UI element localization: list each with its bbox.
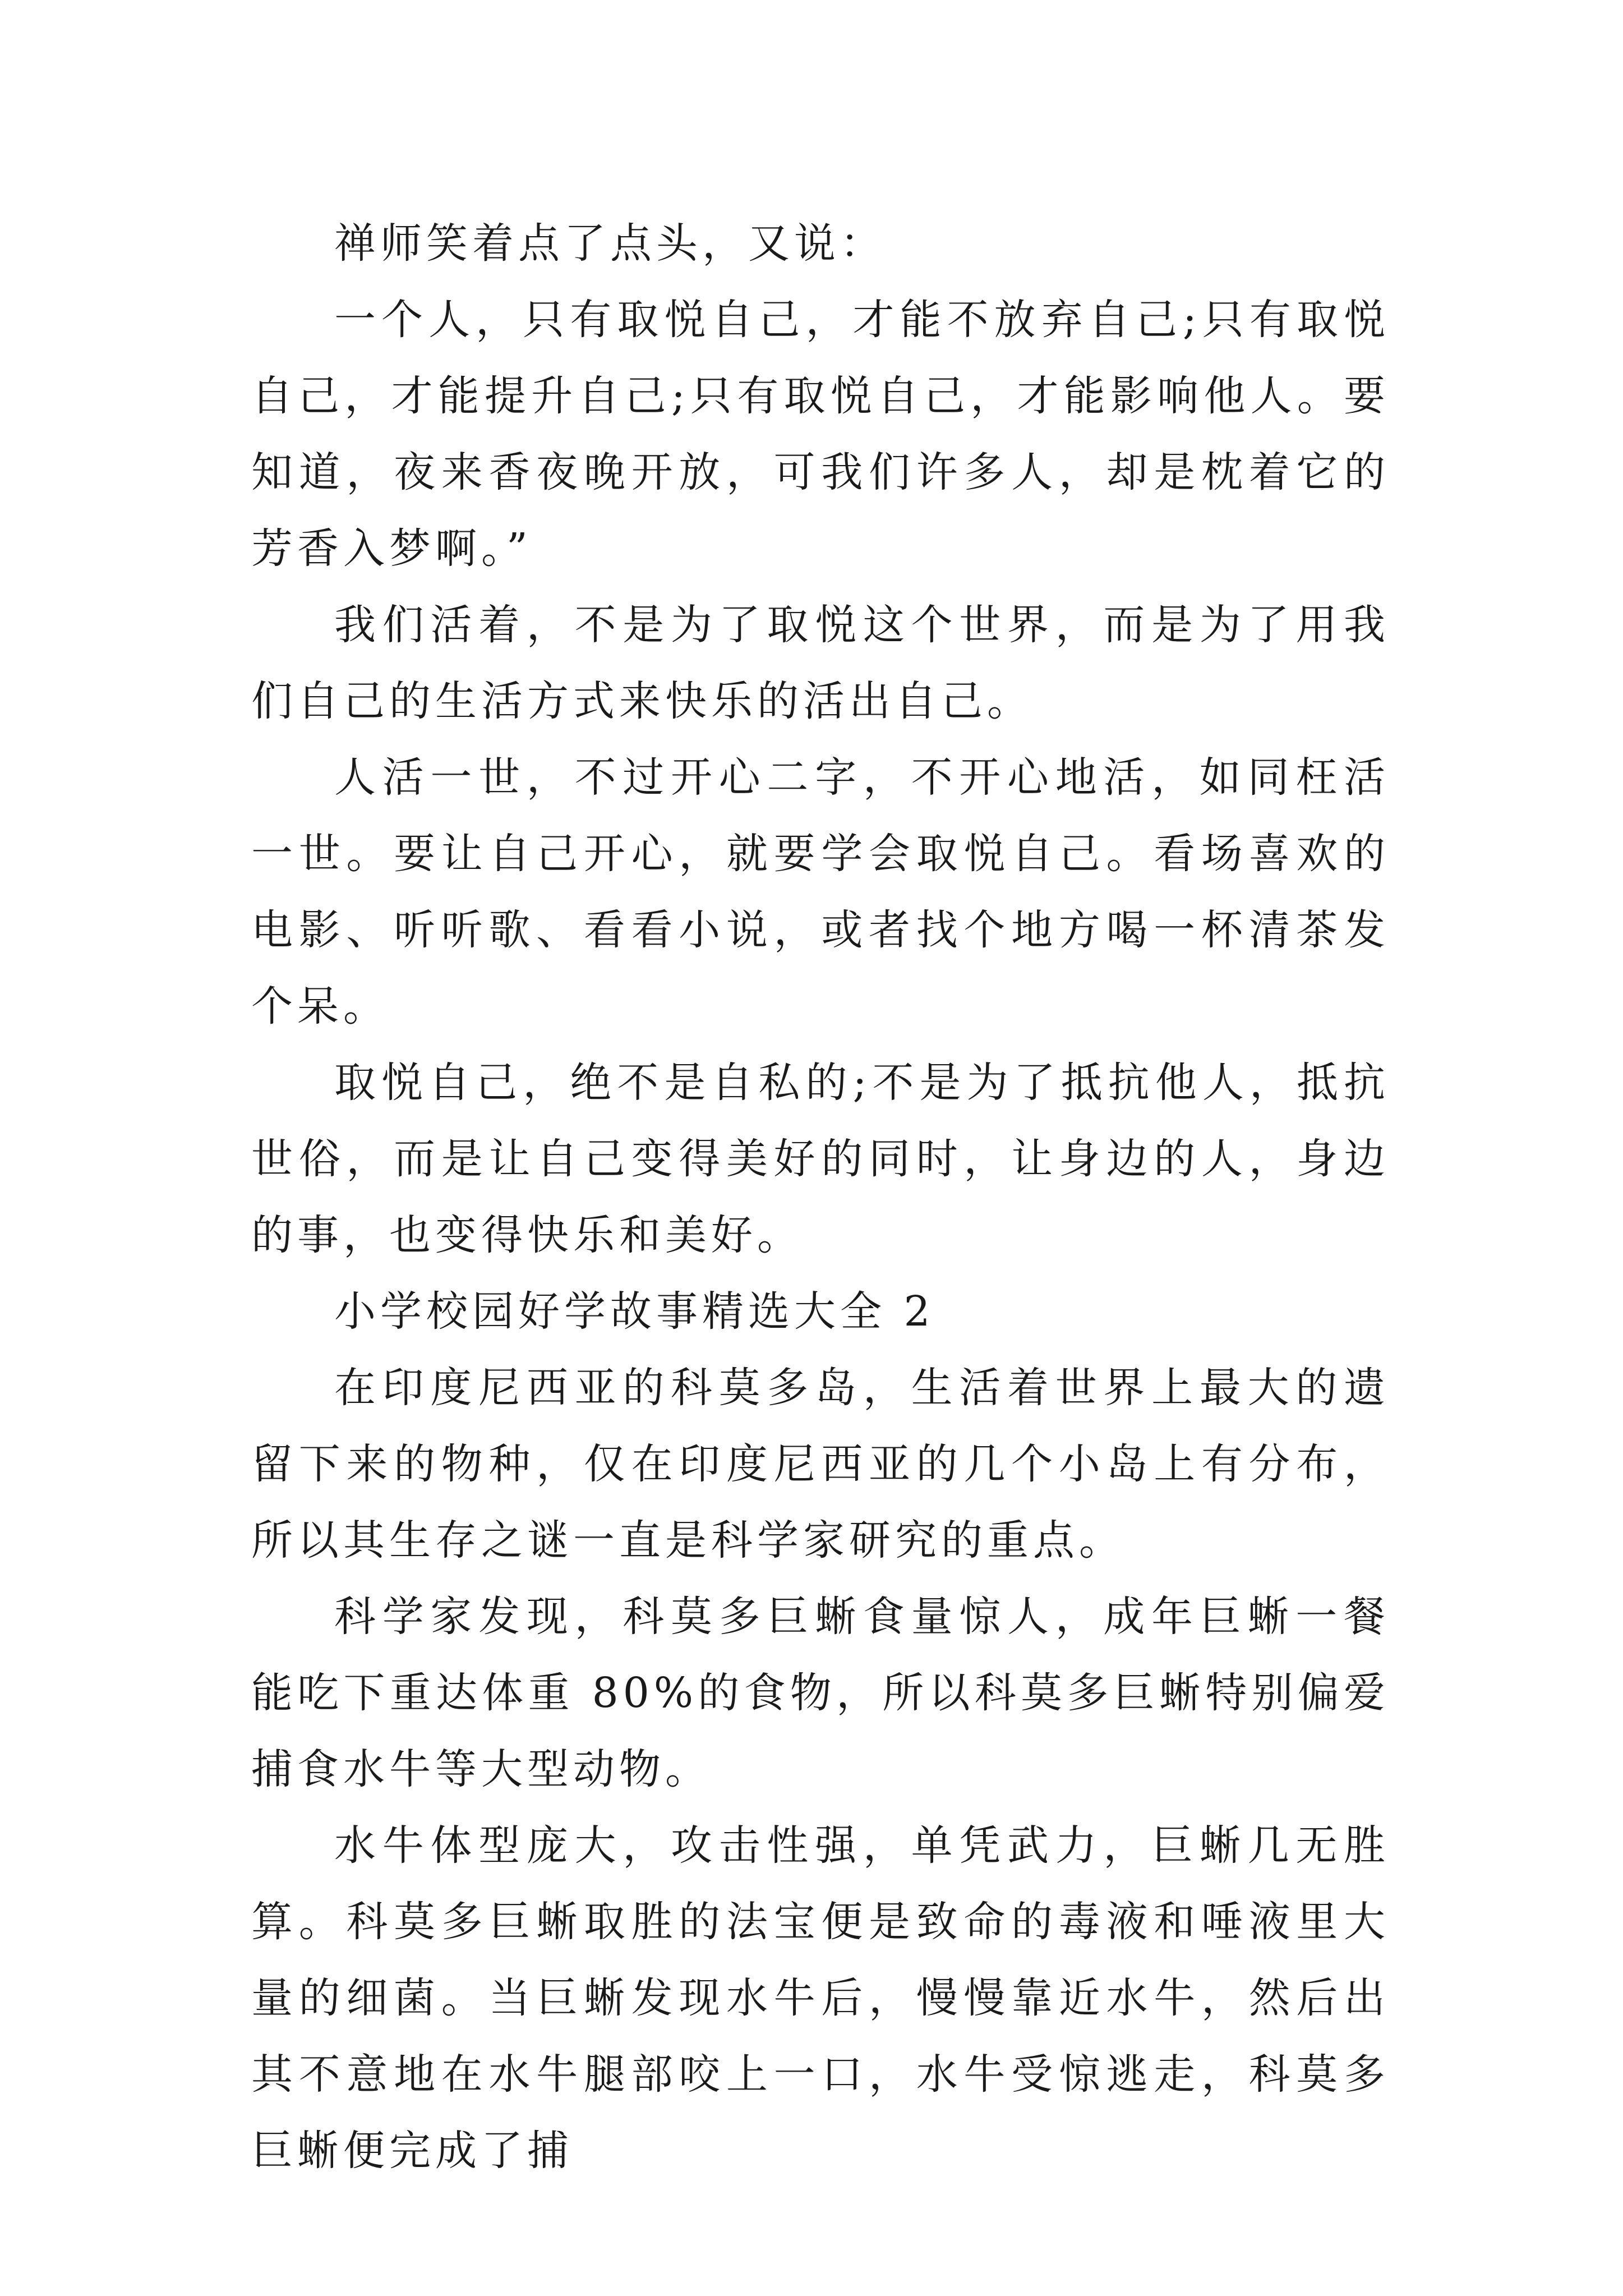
paragraph: 水牛体型庞大，攻击性强，单凭武力，巨蜥几无胜算。科莫多巨蜥取胜的法宝便是致命的毒液和唾液里大量的细菌。当巨蜥发现水牛后，慢慢靠近水牛，然后出其不意地在水牛腿部咬上一口，水牛受惊逃走，科莫多巨蜥便完成了捕 <box>251 1821 1390 2175</box>
paragraph: 我们活着，不是为了取悦这个世界，而是为了用我们自己的生活方式来快乐的活出自己。 <box>251 601 1390 725</box>
paragraph: 一个人，只有取悦自己，才能不放弃自己;只有取悦自己，才能提升自己;只有取悦自己，才能影响他人。要知道，夜来香夜晚开放，可我们许多人，却是枕着它的芳香入梦啊。” <box>251 296 1390 573</box>
paragraph: 科学家发现，科莫多巨蜥食量惊人，成年巨蜥一餐能吃下重达体重 80%的食物，所以科莫多巨蜥特别偏爱捕食水牛等大型动物。 <box>251 1593 1390 1793</box>
paragraph: 人活一世，不过开心二字，不开心地活，如同枉活一世。要让自己开心，就要学会取悦自己。看场喜欢的电影、听听歌、看看小说，或者找个地方喝一杯清茶发个呆。 <box>251 753 1390 1030</box>
document-body <box>251 205 1390 2189</box>
paragraph: 禅师笑着点了点头，又说： <box>334 219 886 268</box>
paragraph: 在印度尼西亚的科莫多岛，生活着世界上最大的遗留下来的物种，仅在印度尼西亚的几个小岛上有分布，所以其生存之谜一直是科学家研究的重点。 <box>251 1364 1390 1565</box>
section-title: 小学校园好学故事精选大全 2 <box>334 1287 935 1336</box>
paragraph: 取悦自己，绝不是自私的;不是为了抵抗他人，抵抗世俗，而是让自己变得美好的同时，让身边的人，身边的事，也变得快乐和美好。 <box>251 1059 1390 1259</box>
